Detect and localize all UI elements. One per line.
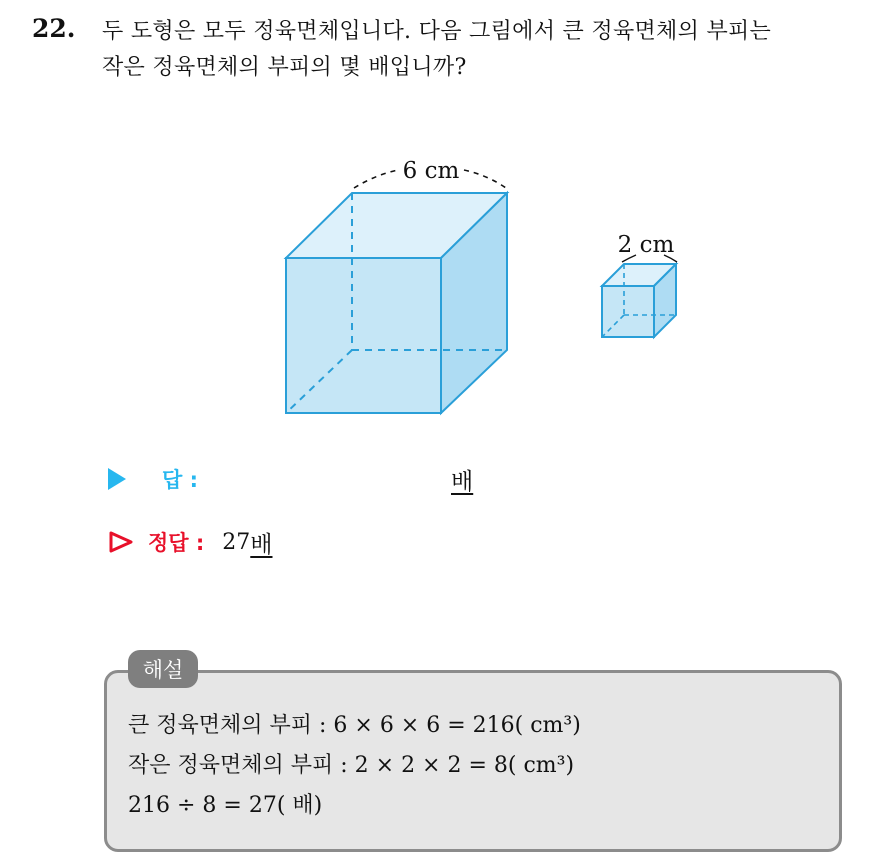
small-cube [602,232,677,337]
solution-line-3: 216 ÷ 8 = 27( 배) [128,793,323,818]
large-cube [286,158,507,413]
correct-answer-row [108,524,273,560]
solution-line-1: 큰 정육면체의 부피 : 6 × 6 × 6 = 216( cm³) [128,713,581,738]
correct-answer-unit: 배 [250,531,273,558]
solution-line-2: 작은 정육면체의 부피 : 2 × 2 × 2 = 8( cm³) [128,753,575,778]
outline-triangle-icon [108,530,134,554]
question-text-line-1: 두 도형은 모두 정육면체입니다. 다음 그림에서 큰 정육면체의 부피는 [102,19,772,44]
large-cube-dimension-arc-left [354,170,398,188]
question-number: 22. [32,14,76,43]
small-cube-label: 2 cm [617,232,675,258]
large-cube-label: 6 cm [402,158,460,184]
correct-answer-value: 27 [222,529,251,555]
large-cube-dimension-arc-right [464,170,506,188]
answer-unit: 배 [451,469,474,495]
play-triangle-icon [108,468,126,490]
correct-answer-label: 정답 : [148,531,205,555]
answer-row [108,461,198,497]
question-text-line-2: 작은 정육면체의 부피의 몇 배입니까? [102,55,467,80]
answer-label: 답 : [162,468,198,492]
solution-tag: 해설 [128,650,198,688]
